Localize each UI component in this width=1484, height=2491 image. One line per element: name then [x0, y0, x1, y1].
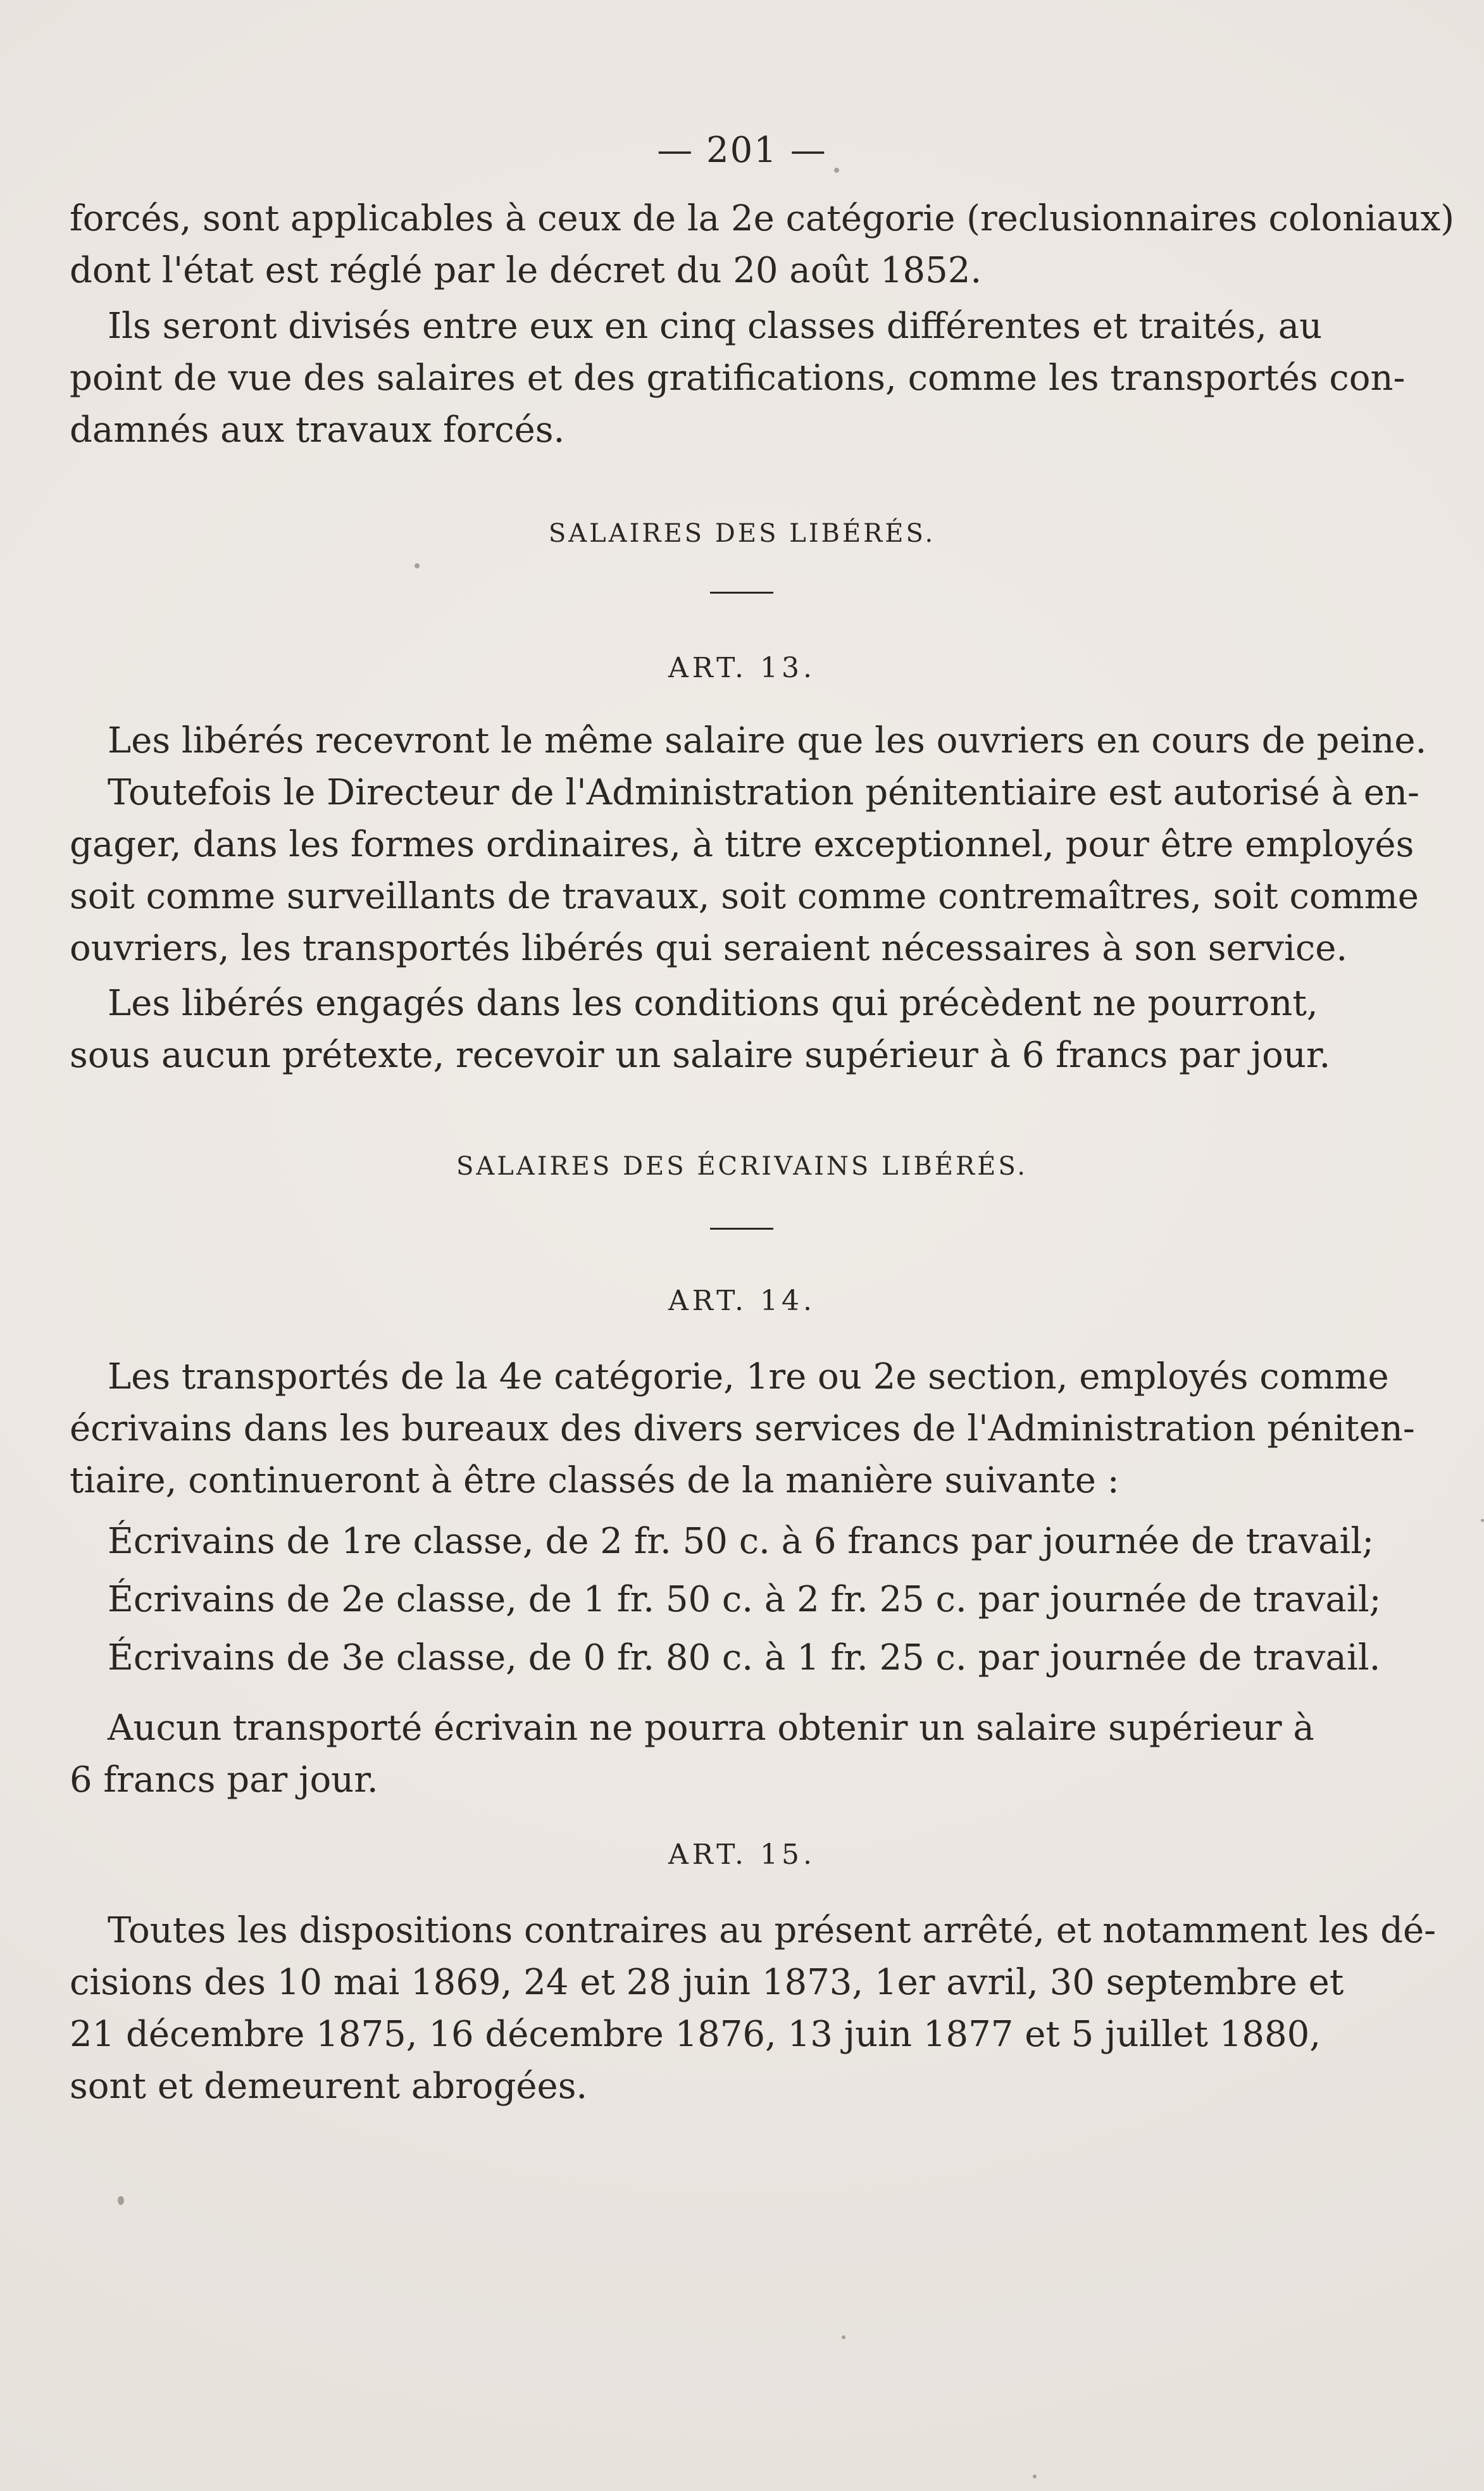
text-line: point de vue des salaires et des gratifications, comme les transportés con-: [70, 358, 1406, 399]
text-line: gager, dans les formes ordinaires, à titre exceptionnel, pour être employés: [70, 824, 1414, 865]
ecrivains-class-list: [70, 1513, 1381, 1687]
text-line: Les libérés engagés dans les conditions qui précèdent ne pourront,: [108, 983, 1318, 1024]
paper-speck: [1481, 1519, 1484, 1522]
article-15-heading: ART. 15.: [668, 1839, 816, 1871]
text-line: Aucun transporté écrivain ne pourra obtenir un salaire supérieur à: [108, 1707, 1314, 1749]
paper-speck: [415, 563, 420, 568]
article-14-paragraph: [70, 1351, 1415, 1507]
text-line: sont et demeurent abrogées.: [70, 2066, 588, 2107]
list-item: Écrivains de 3e classe, de 0 fr. 80 c. à 1 fr. 25 c. par journée de travail.: [108, 1637, 1381, 1678]
text-line: damnés aux travaux forcés.: [70, 409, 565, 451]
paper-speck: [1033, 2475, 1037, 2478]
section-heading-salaires-ecrivains: SALAIRES DES ÉCRIVAINS LIBÉRÉS.: [456, 1152, 1028, 1181]
text-line: ouvriers, les transportés libérés qui seraient nécessaires à son service.: [70, 928, 1348, 969]
paragraph-classes-division: [70, 301, 1406, 456]
text-line: dont l'état est réglé par le décret du 20 août 1852.: [70, 250, 982, 291]
list-item: Écrivains de 2e classe, de 1 fr. 50 c. à 2 fr. 25 c. par journée de travail;: [108, 1579, 1381, 1620]
section-divider: [710, 1228, 773, 1230]
text-line: 6 francs par jour.: [70, 1759, 378, 1801]
article-14-paragraph-limit: [70, 1702, 1314, 1806]
section-divider: [710, 592, 773, 594]
paper-speck: [118, 2196, 124, 2205]
article-14-heading: ART. 14.: [668, 1285, 816, 1317]
text-line: tiaire, continueront à être classés de la manière suivante :: [70, 1460, 1119, 1501]
text-line: Les transportés de la 4e catégorie, 1re ou 2e section, employés comme: [108, 1356, 1389, 1397]
list-item: Écrivains de 1re classe, de 2 fr. 50 c. à 6 francs par journée de travail;: [108, 1521, 1375, 1562]
text-line: Toutefois le Directeur de l'Administration pénitentiaire est autorisé à en-: [108, 772, 1419, 813]
text-line: écrivains dans les bureaux des divers services de l'Administration péniten-: [70, 1408, 1415, 1449]
text-line: Toutes les dispositions contraires au présent arrêté, et notamment les dé-: [108, 1910, 1437, 1951]
text-line: Les libérés recevront le même salaire que les ouvriers en cours de peine.: [108, 720, 1427, 761]
paper-speck: [834, 168, 839, 173]
article-13-paragraph: [70, 715, 1427, 975]
text-line: Ils seront divisés entre eux en cinq classes différentes et traités, au: [108, 306, 1323, 347]
text-line: sous aucun prétexte, recevoir un salaire supérieur à 6 francs par jour.: [70, 1035, 1331, 1076]
article-13-paragraph-engages: [70, 978, 1331, 1082]
text-line: cisions des 10 mai 1869, 24 et 28 juin 1873, 1er avril, 30 septembre et: [70, 1962, 1344, 2003]
article-15-paragraph: [70, 1905, 1437, 2113]
text-line: forcés, sont applicables à ceux de la 2e catégorie (reclusionnaires coloniaux): [70, 198, 1455, 239]
paper-speck: [842, 2335, 845, 2339]
paragraph-continuation: [70, 193, 1455, 297]
article-13-heading: ART. 13.: [668, 652, 816, 684]
page-number: — 201 —: [657, 130, 827, 171]
text-line: soit comme surveillants de travaux, soit comme contremaîtres, soit comme: [70, 876, 1419, 917]
text-line: 21 décembre 1875, 16 décembre 1876, 13 juin 1877 et 5 juillet 1880,: [70, 2014, 1321, 2055]
section-heading-salaires-liberes: SALAIRES DES LIBÉRÉS.: [548, 519, 936, 548]
